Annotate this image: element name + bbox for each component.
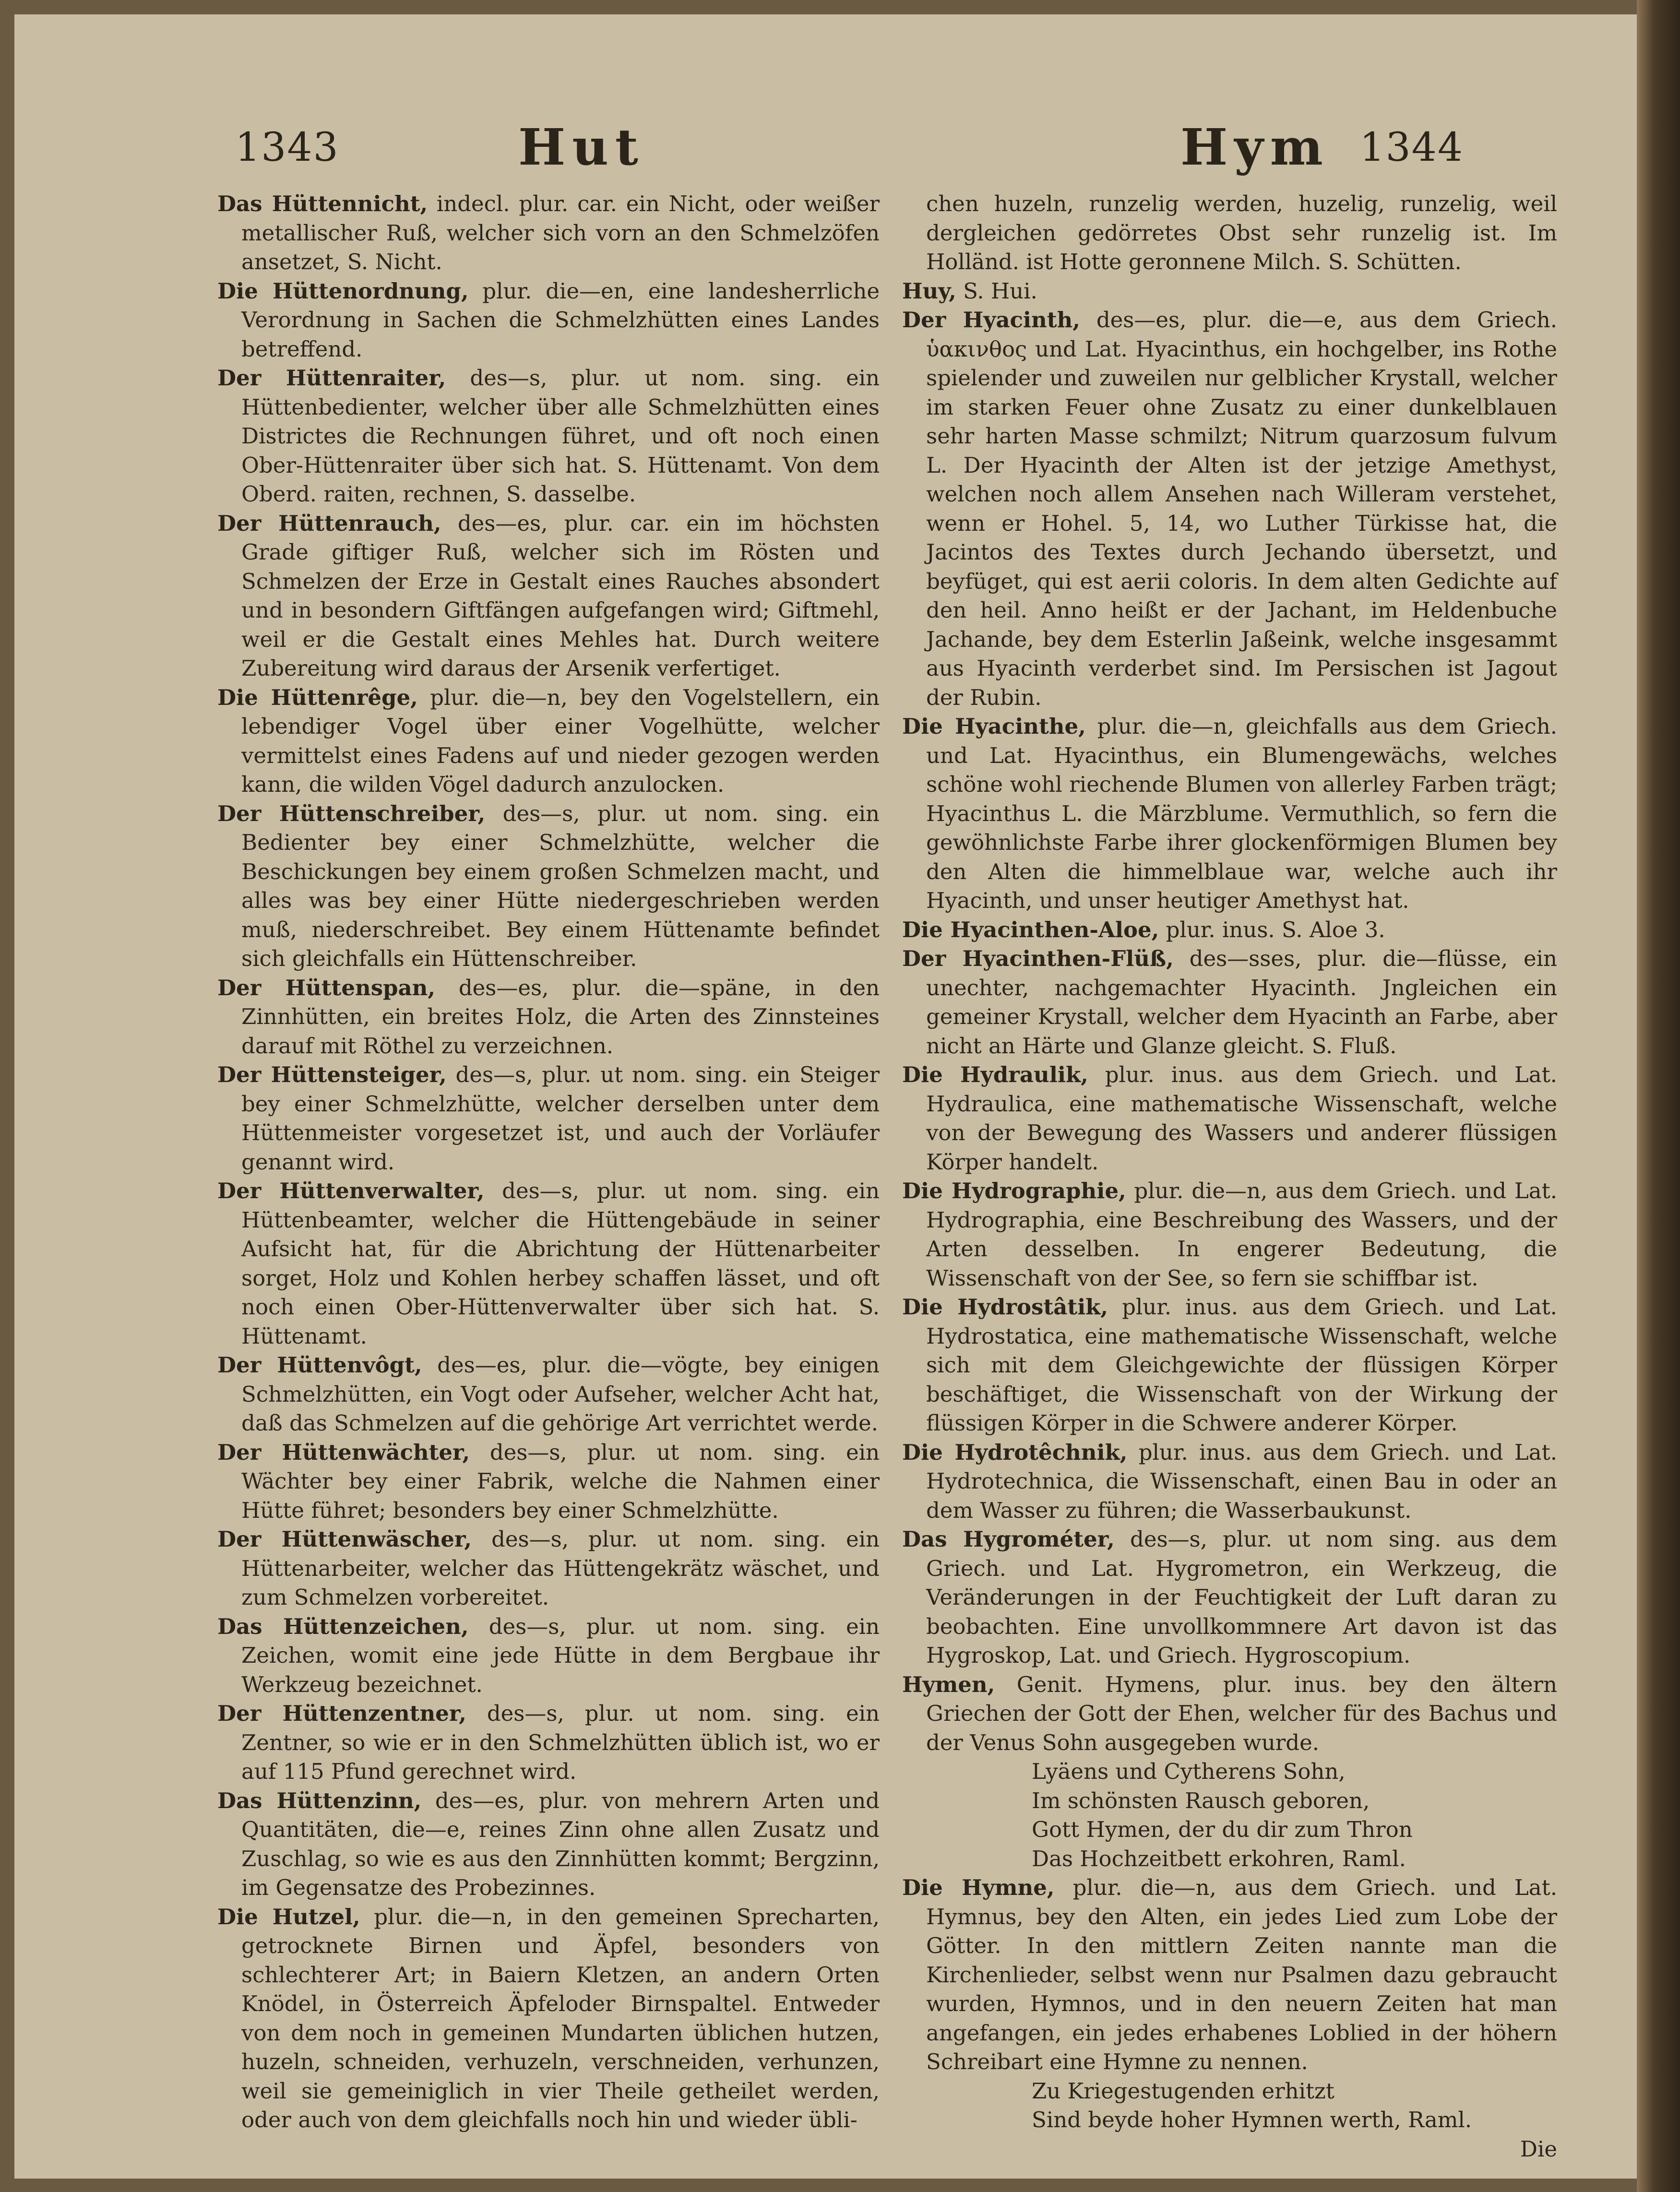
headword: Die Hüttenrêge, xyxy=(217,684,418,710)
entry-text: plur. inus. aus dem Griech. und Lat. Hydrostatica, eine mathematische Wissenschaft, welche sich mit dem Gleichgewichte der flüssigen Körper beschäftiget, die Wissenschaft von der Wirkung der flüssigen Körper in die Schwere anderer Körper. xyxy=(926,1294,1557,1436)
verse-line: Lyäens und Cytherens Sohn, xyxy=(1032,1759,1346,1784)
entry-text: des—s, plur. ut nom sing. aus dem Griech. und Lat. Hygrometron, ein Werkzeug, die Veränderungen in der Feuchtigkeit der Luft daran zu beobachten. Eine unvollkommnere Art davon ist das Hygroskop, Lat. und Griech. Hygroscopium. xyxy=(926,1526,1557,1668)
headword: Die Hyacinthe, xyxy=(902,714,1086,739)
headword: Die Hydraulik, xyxy=(902,1062,1088,1087)
entry xyxy=(217,1525,880,1612)
page-number-right: 1344 xyxy=(1359,125,1464,170)
entry-text: des—s, plur. ut nom. sing. ein Bedienter bey einer Schmelzhütte, welcher die Beschickungen bey einem großen Schmelzen macht, und alles was bey einer Hütte niedergeschrieben werden muß, niederschreibet. Bey einem Hüttenamte befindet sich gleichfalls ein Hüttenschreiber. xyxy=(241,800,880,971)
entry-text: plur. die—n, aus dem Griech. und Lat. Hymnus, bey den Alten, ein jedes Lied zum Lobe der Götter. In den mittlern Zeiten nannte man die Kirchenlieder, selbst wenn nur Psalmen dazu gebraucht wurden, Hymnos, und in den neuern Zeiten hat man angefangen, ein jedes erhabenes Loblied in der höhern Schreibart eine Hymne zu nennen. xyxy=(926,1875,1557,2074)
entry-text: des—s, plur. ut nom. sing. ein Zeichen, womit eine jede Hütte in dem Bergbaue ihr Werkzeug bezeichnet. xyxy=(241,1613,880,1697)
headword: Der Hüttenschreiber, xyxy=(217,800,486,826)
headword: Der Hüttenrauch, xyxy=(217,510,441,536)
headword: Das Hygrométer, xyxy=(902,1526,1115,1552)
entry xyxy=(217,1351,880,1438)
entry-text: des—s, plur. ut nom. sing. ein Hüttenbedienter, welcher über alle Schmelzhütten eines Districtes die Rechnungen führet, und oft noch einen Ober-Hüttenraiter über sich hat. S. Hüttenamt. Von dem Oberd. raiten, rechnen, S. dasselbe. xyxy=(241,365,880,507)
catchword: Die xyxy=(1520,2136,1557,2162)
headword: Die Hydrostâtik, xyxy=(902,1294,1108,1320)
entry-text: des—es, plur. die—vögte, bey einigen Schmelzhütten, ein Vogt oder Aufseher, welcher Acht hat, daß das Schmelzen auf die gehörige Art verrichtet werde. xyxy=(241,1352,880,1436)
entry xyxy=(217,799,880,974)
entry-text: plur. die—n, gleichfalls aus dem Griech. und Lat. Hyacinthus, ein Blumengewächs, welches schöne wohl riechende Blumen von allerley Farben trägt; Hyacinthus L. die Märzblume. Vermuthlich, so fern die gewöhnlichste Farbe ihrer glockenförmigen Blumen bey den Alten die himmelblaue war, welche auch ihr Hyacinth, und unser heutiger Amethyst hat. xyxy=(926,714,1558,913)
left-column xyxy=(217,190,880,2135)
entry xyxy=(902,1293,1557,1438)
headword: Die Hüttenordnung, xyxy=(217,278,469,304)
running-head-left: Hut xyxy=(518,118,645,177)
headword: Das Hüttenzeichen, xyxy=(217,1613,469,1639)
headword: Die Hydrographie, xyxy=(902,1178,1126,1203)
entry-text: plur. inus. S. Aloe 3. xyxy=(1166,917,1385,942)
entry xyxy=(217,1438,880,1525)
verse-line: Im schönsten Rausch geboren, xyxy=(1032,1787,1370,1813)
headword: Die Hymne, xyxy=(902,1875,1055,1900)
entry-text: des—s, plur. ut nom. sing. ein Wächter bey einer Fabrik, welche die Nahmen einer Hütte führet; besonders bey einer Schmelzhütte. xyxy=(241,1439,880,1523)
entry xyxy=(902,1525,1557,1670)
headword: Die Hydrotêchnik, xyxy=(902,1439,1128,1465)
entry xyxy=(902,1873,1557,2077)
headword: Der Hüttensteiger, xyxy=(217,1062,447,1087)
verse-line: Gott Hymen, der du dir zum Thron xyxy=(1032,1817,1413,1842)
entry-text: plur. inus. aus dem Griech. und Lat. Hydraulica, eine mathematische Wissenschaft, welche von der Bewegung des Wassers und anderer flüssigen Körper handelt. xyxy=(926,1062,1557,1175)
entry xyxy=(217,509,880,683)
entry xyxy=(217,683,880,799)
entry-text: des—s, plur. ut nom. sing. ein Hüttenarbeiter, welcher das Hüttengekrätz wäschet, und zum Schmelzen vorbereitet. xyxy=(241,1526,880,1610)
entry xyxy=(217,1060,880,1177)
entry xyxy=(902,1177,1557,1293)
entry xyxy=(217,974,880,1061)
entry-text: des—sses, plur. die—flüsse, ein unechter, nachgemachter Hyacinth. Jngleichen ein gemeiner Krystall, welcher dem Hyacinth an Farbe, aber nicht an Härte und Glanze gleicht. S. Fluß. xyxy=(926,946,1557,1059)
right-column xyxy=(902,190,1557,2164)
headword: Die Hyacinthen-Aloe, xyxy=(902,917,1159,942)
headword: Die Hutzel, xyxy=(217,1904,360,1930)
headword: Der Hüttenraiter, xyxy=(217,365,446,391)
entry-text: S. Hui. xyxy=(963,278,1037,304)
entry-text: des—es, plur. die—e, aus dem Griech. ὑακινθος und Lat. Hyacinthus, ein hochgelber, ins Rothe spielender und zuweilen nur gelblicher Krystall, welcher im starken Feuer ohne Zusatz zu einer dunkelblauen sehr harten Masse schmilzt; Nitrum quarzosum fulvum L. Der Hyacinth der Alten ist der jetzige Amethyst, welchen noch allem Ansehen nach Willeram verstehet, wenn er Hohel. 5, 14, wo Luther Türkisse hat, die Jacintos des Textes durch Jechando übersetzt, und beyfüget, qui est aerii coloris. In dem alten Gedichte auf den heil. Anno heißt er der Jachant, im Heldenbuche Jachande, bey dem Esterlin Jaßeink, welche insgesammt aus Hyacinth verderbet sind. Im Persischen ist Jagout der Rubin. xyxy=(926,307,1557,710)
entry-text: des—es, plur. von mehrern Arten und Quantitäten, die—e, reines Zinn ohne allen Zusatz und Zuschlag, so wie es aus den Zinnhütten kommt; Bergzinn, im Gegensatze des Probezinnes. xyxy=(241,1787,880,1900)
headword: Hymen, xyxy=(902,1671,995,1697)
headword: Der Hüttenvôgt, xyxy=(217,1352,422,1378)
entry-text: des—s, plur. ut nom. sing. ein Zentner, so wie er in den Schmelzhütten üblich ist, wo er auf 115 Pfund gerechnet wird. xyxy=(241,1701,880,1784)
page-header xyxy=(235,118,1464,190)
entry-text: des—s, plur. ut nom. sing. ein Hüttenbeamter, welcher die Hüttengebäude in seiner Aufsicht hat, für die Abrichtung der Hüttenarbeiter sorget, Holz und Kohlen herbey schaffen lässet, und oft noch einen Ober-Hüttenverwalter über sich hat. S. Hüttenamt. xyxy=(241,1178,880,1349)
entry-continuation: chen huzeln, runzelig werden, huzelig, runzelig, weil dergleichen gedörretes Obst sehr runzelig ist. Im Holländ. ist Hotte geronnene Milch. S. Schütten. xyxy=(926,191,1557,274)
entry xyxy=(217,1699,880,1787)
entry-text: plur. die—n, bey den Vogelstellern, ein lebendiger Vogel über einer Vogelhütte, welcher vermittelst eines Fadens auf und nieder gezogen werden kann, die wilden Vögel dadurch anzulocken. xyxy=(241,684,880,797)
entry xyxy=(217,1612,880,1700)
entry xyxy=(902,277,1557,306)
entry xyxy=(902,1670,1557,1758)
verse-line: Zu Kriegestugenden erhitzt xyxy=(1032,2078,1334,2104)
entry xyxy=(902,1060,1557,1177)
entry-text: des—es, plur. car. ein im höchsten Grade giftiger Ruß, welcher sich im Rösten und Schmelzen der Erze in Gestalt eines Rauches absondert und in besondern Giftfängen aufgefangen wird; Giftmehl, weil er die Gestalt eines Mehles hat. Durch weitere Zubereitung wird daraus der Arsenik verfertiget. xyxy=(241,510,880,681)
headword: Der Hüttenzentner, xyxy=(217,1701,466,1726)
entry-text: plur. die—n, aus dem Griech. und Lat. Hydrographia, eine Beschreibung des Wassers, und der Arten desselben. In engerer Bedeutung, die Wissenschaft von der See, so fern sie schiffbar ist. xyxy=(926,1178,1557,1291)
entry-text: plur. die—n, in den gemeinen Sprecharten, getrocknete Birnen und Äpfel, besonders von schlechterer Art; in Baiern Kletzen, an andern Orten Knödel, in Österreich Äpfeloder Birnspaltel. Entweder von dem noch in gemeinen Mundarten üblichen hutzen, huzeln, schneiden, verhuzeln, verschneiden, verhunzen, weil sie gemeiniglich in vier Theile getheilet werden, oder auch von dem gleichfalls noch hin und wieder übli- xyxy=(241,1904,880,2132)
headword: Der Hüttenwäscher, xyxy=(217,1526,472,1552)
headword: Das Hüttennicht, xyxy=(217,191,428,216)
entry xyxy=(902,944,1557,1060)
headword: Huy, xyxy=(902,278,956,304)
entry xyxy=(217,1787,880,1903)
entry xyxy=(902,712,1557,916)
entry xyxy=(217,277,880,364)
headword: Der Hyacinth, xyxy=(902,307,1080,333)
entry xyxy=(902,306,1557,712)
entry xyxy=(217,1177,880,1351)
entry xyxy=(902,916,1557,945)
verse-line: Das Hochzeitbett erkohren, Raml. xyxy=(1032,1846,1406,1871)
running-head-right: Hym xyxy=(1180,118,1330,177)
headword: Der Hüttenverwalter, xyxy=(217,1178,485,1203)
entry xyxy=(217,190,880,277)
entry-text: des—es, plur. die—späne, in den Zinnhütten, ein breites Holz, die Arten des Zinnsteines darauf mit Röthel zu verzeichnen. xyxy=(241,975,880,1059)
entry xyxy=(902,1438,1557,1525)
headword: Der Hüttenspan, xyxy=(217,975,436,1001)
verse-line: Sind beyde hoher Hymnen werth, Raml. xyxy=(1032,2107,1472,2132)
entry xyxy=(217,1903,880,2135)
entry-text: plur. inus. aus dem Griech. und Lat. Hydrotechnica, die Wissenschaft, einen Bau in oder an dem Wasser zu führen; die Wasserbaukunst. xyxy=(926,1439,1558,1523)
headword: Das Hüttenzinn, xyxy=(217,1787,422,1813)
entry-text: plur. die—en, eine landesherrliche Verordnung in Sachen die Schmelzhütten eines Landes betreffend. xyxy=(241,278,880,362)
headword: Der Hüttenwächter, xyxy=(217,1439,470,1465)
book-spine xyxy=(1637,0,1680,2192)
entry-text: Genit. Hymens, plur. inus. bey den ältern Griechen der Gott der Ehen, welcher für des Bachus und der Venus Sohn ausgegeben wurde. xyxy=(926,1671,1557,1755)
page-number-left: 1343 xyxy=(235,125,339,170)
entry-text: indecl. plur. car. ein Nicht, oder weißer metallischer Ruß, welcher sich vorn an den Schmelzöfen ansetzet, S. Nicht. xyxy=(241,191,880,274)
headword: Der Hyacinthen-Flüß, xyxy=(902,946,1174,971)
entry xyxy=(217,364,880,509)
entry-text: des—s, plur. ut nom. sing. ein Steiger bey einer Schmelzhütte, welcher derselben unter dem Hüttenmeister vorgesetzet ist, und auch der Vorläufer genannt wird. xyxy=(241,1062,880,1175)
